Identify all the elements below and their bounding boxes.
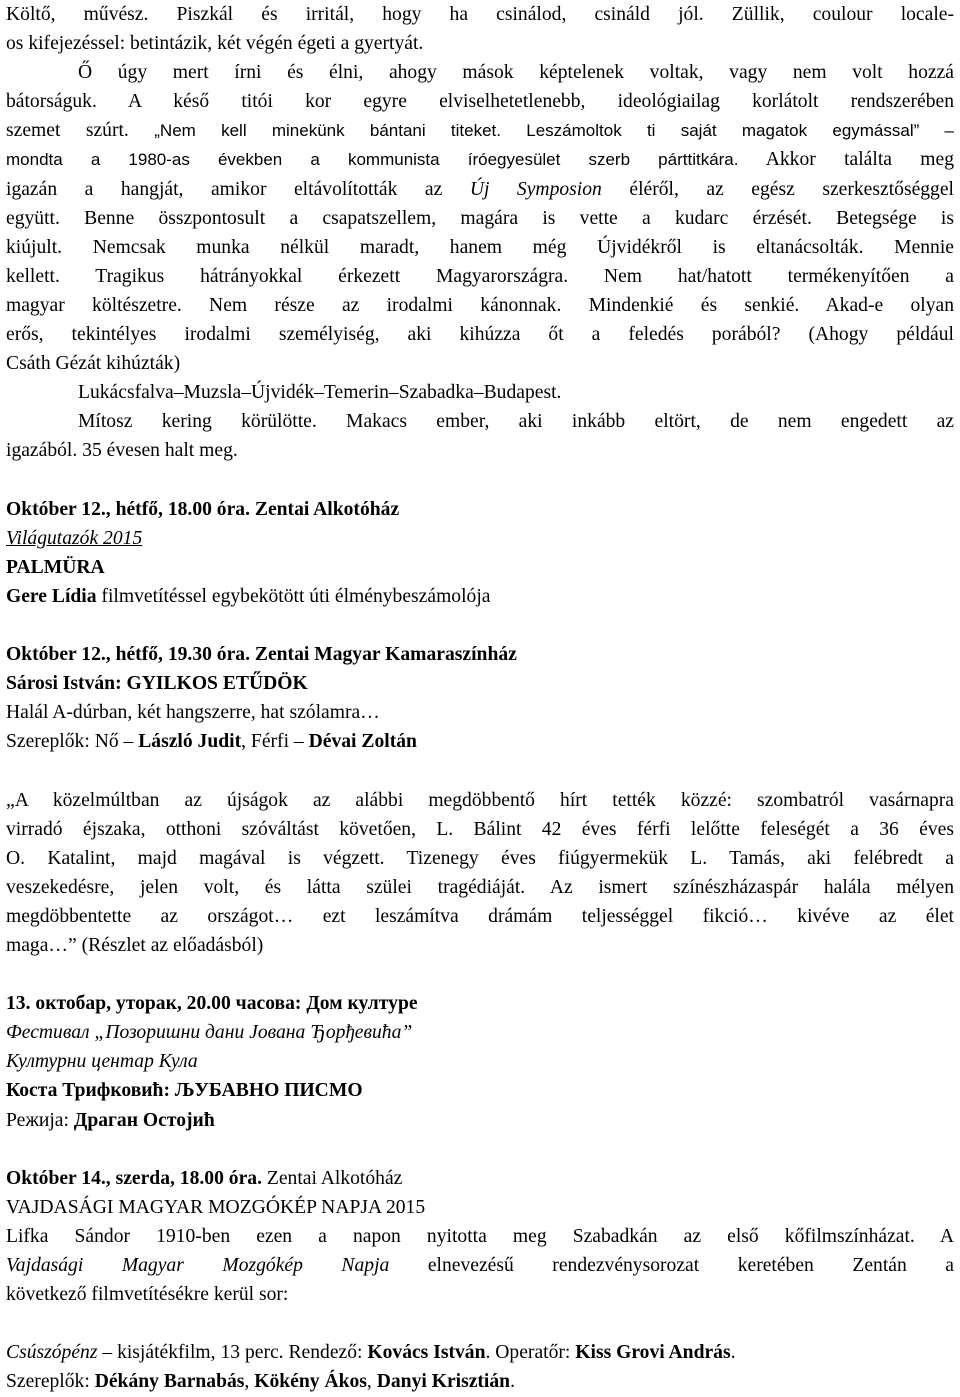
presenter-name: Gere Lídia <box>6 585 97 607</box>
text-line <box>6 116 954 145</box>
film-cast <box>6 1367 954 1396</box>
event-venue: Дом културе <box>301 993 418 1015</box>
text-line: bátorságuk. A késő titói kor egyre elviselhetetlenebb, ideológiailag korlátolt rendszerében <box>6 91 954 113</box>
text-line: Ő úgy mert írni és élni, ahogy mások képtelenek voltak, vagy nem volt hozzá <box>78 62 954 84</box>
text-run: igazán a hangját, amikor eltávolították az <box>6 178 470 200</box>
spacer <box>6 1135 954 1164</box>
text-line: együtt. Benne összpontosult a csapatszellem, magára is vette a kudarc érzését. Betegsége is <box>6 207 954 229</box>
text-run: Szereplők: Nő – <box>6 731 139 753</box>
film-title: Csúszópénz <box>6 1342 98 1364</box>
event-description <box>6 582 954 611</box>
text-run: . <box>730 1342 736 1364</box>
text-line: kellett. Tragikus hátrányokkal érkezett Magyarországra. Nem hat/hatott termékenyítően a <box>6 265 954 287</box>
journal-title: Új Symposion <box>469 178 602 200</box>
text-line: Költő, művész. Piszkál és irritál, hogy ha csinálod, csináld jól. Züllik, coulour locale- <box>6 4 954 25</box>
text-line: os kifejezéssel: betintázik, két végén égeti a gyertyát. <box>6 33 424 55</box>
film-entry <box>6 1338 954 1367</box>
event-gyilkos-etudok <box>6 640 954 960</box>
event-venue: Zentai Magyar Kamaraszínház <box>250 644 517 666</box>
event-subtitle: Halál A-dúrban, két hangszerre, hat szólamra… <box>6 702 380 724</box>
event-heading <box>6 989 954 1018</box>
event-cast <box>6 727 954 756</box>
actor-name: Dékány Barnabás <box>94 1371 245 1393</box>
quote-run: „Nem kell minekünk bántani titeket. <box>154 121 501 141</box>
text-run: Режија: <box>6 1109 74 1131</box>
event-date: Október 14., szerda, 18.00 óra. <box>6 1167 262 1189</box>
text-run: , Férfi – <box>241 731 309 753</box>
event-title: PALMÜRA <box>6 556 105 578</box>
text-run: mondta a 1980-as években a kommunista íróegyesület szerb párttitkára. <box>6 150 739 170</box>
text-run: Akkor találta meg <box>738 149 954 171</box>
text-run: Leszámoltok ti saját magatok egymással” – <box>501 121 954 141</box>
event-heading <box>6 1164 954 1193</box>
event-venue: Zentai Alkotóház <box>261 1167 403 1189</box>
event-heading <box>6 640 954 669</box>
text-line <box>6 1251 954 1280</box>
text-run: , <box>244 1371 255 1393</box>
spacer <box>6 466 954 495</box>
spacer <box>6 1309 954 1338</box>
text-run: . Operatőr: <box>485 1342 576 1364</box>
quote-line: maga…” (Részlet az előadásból) <box>6 935 264 956</box>
event-director <box>6 1106 954 1135</box>
quote-line: „A közelmúltban az újságok az alábbi megdöbbentő hírt tették közzé: szombatról vasárnapra <box>6 789 954 811</box>
event-title: VAJDASÁGI MAGYAR MOZGÓKÉP NAPJA 2015 <box>6 1196 426 1218</box>
text-run: – kisjátékfilm, 13 perc. Rendező: <box>97 1342 368 1364</box>
text-line: magyar költészetre. Nem része az irodalmi kánonnak. Mindenkié és senkié. Akad-e olyan <box>6 294 954 316</box>
event-date: Október 12., hétfő, 19.30 óra. <box>6 644 250 666</box>
text-run: . <box>510 1371 515 1393</box>
event-mozgokep-napja <box>6 1164 954 1397</box>
text-line: következő filmvetítésékre kerül sor: <box>6 1284 289 1306</box>
text-line: Lifka Sándor 1910-ben ezen a napon nyitotta meg Szabadkán az első kőfilmszínházat. A <box>6 1225 954 1247</box>
text-line <box>6 145 954 174</box>
festival-name: Фестивал „Позоришни дани Јована Ђорђевића” <box>6 1022 413 1044</box>
event-series: Világutazók 2015 <box>6 527 143 549</box>
spacer <box>6 611 954 640</box>
text-line: kiújult. Nemcsak munka nélkül maradt, hanem még Újvidékről is eltanácsolták. Mennie <box>6 236 954 258</box>
quote-line: megdöbbentette az országot… ezt leszámítva drámám teljességgel fikció… kivéve az élet <box>6 905 954 927</box>
event-heading <box>6 495 954 524</box>
event-date: 13. октобар, уторак, 20.00 часова: <box>6 993 302 1015</box>
event-title: Коста Трифковић: ЉУБАВНО ПИСМО <box>6 1080 363 1102</box>
quote-line: virradó éjszaka, otthoni szóváltást követően, L. Bálint 42 éves férfi lelőtte feleségét a 36 éves <box>6 818 954 840</box>
event-date: Október 12., hétfő, 18.00 óra. <box>6 498 250 520</box>
quote-line: O. Katalint, majd magával is végzett. Tizenegy éves fiúgyermekük L. Tamás, aki felébredt a <box>6 847 954 869</box>
event-venue: Zentai Alkotóház <box>250 498 400 520</box>
actor-name: László Judit <box>138 731 242 753</box>
text-line: igazából. 35 évesen halt meg. <box>6 440 238 462</box>
text-run: Szereplők: <box>6 1371 95 1393</box>
spacer <box>6 960 954 989</box>
event-ljubavno-pismo <box>6 989 954 1134</box>
text-line <box>6 175 954 204</box>
text-run: , <box>366 1371 377 1393</box>
event-name: Vajdasági Magyar Mozgókép Napja <box>6 1255 390 1277</box>
text-line: Mítosz kering körülötte. Makacs ember, aki inkább eltört, de nem engedett az <box>78 411 954 433</box>
text-run: éléről, az egész szerkesztőséggel <box>601 178 954 200</box>
actor-name: Kökény Ákos <box>254 1371 367 1393</box>
text-line: Csáth Gézát kihúzták) <box>6 353 181 375</box>
intro-text <box>6 0 954 466</box>
event-title: Sárosi István: GYILKOS ETŰDÖK <box>6 673 308 695</box>
actor-name: Dévai Zoltán <box>308 731 417 753</box>
director-name: Kovács István <box>367 1342 486 1364</box>
text-line: Lukácsfalva–Muzsla–Újvidék–Temerin–Szabadka–Budapest. <box>78 382 562 404</box>
quote-line: veszekedésre, jelen volt, és látta szülei tragédiáját. Az ismert színészházaspár halála mélyen <box>6 876 954 898</box>
organizer-name: Културни центар Кула <box>6 1051 198 1073</box>
text-line: erős, tekintélyes irodalmi személyiség, aki kihúzza őt a feledés porából? (Ahogy például <box>6 324 954 346</box>
actor-name: Danyi Krisztián <box>376 1371 511 1393</box>
text-run: elnevezésű rendezvénysorozat keretében Zentán a <box>389 1255 954 1277</box>
director-name: Драган Остојић <box>73 1109 215 1131</box>
text-run: szemet szúrt. <box>6 120 155 142</box>
event-palmura <box>6 495 954 611</box>
operator-name: Kiss Grovi András <box>575 1342 731 1364</box>
spacer <box>6 756 954 785</box>
text-run: filmvetítéssel egybekötött úti élménybeszámolója <box>96 585 491 607</box>
